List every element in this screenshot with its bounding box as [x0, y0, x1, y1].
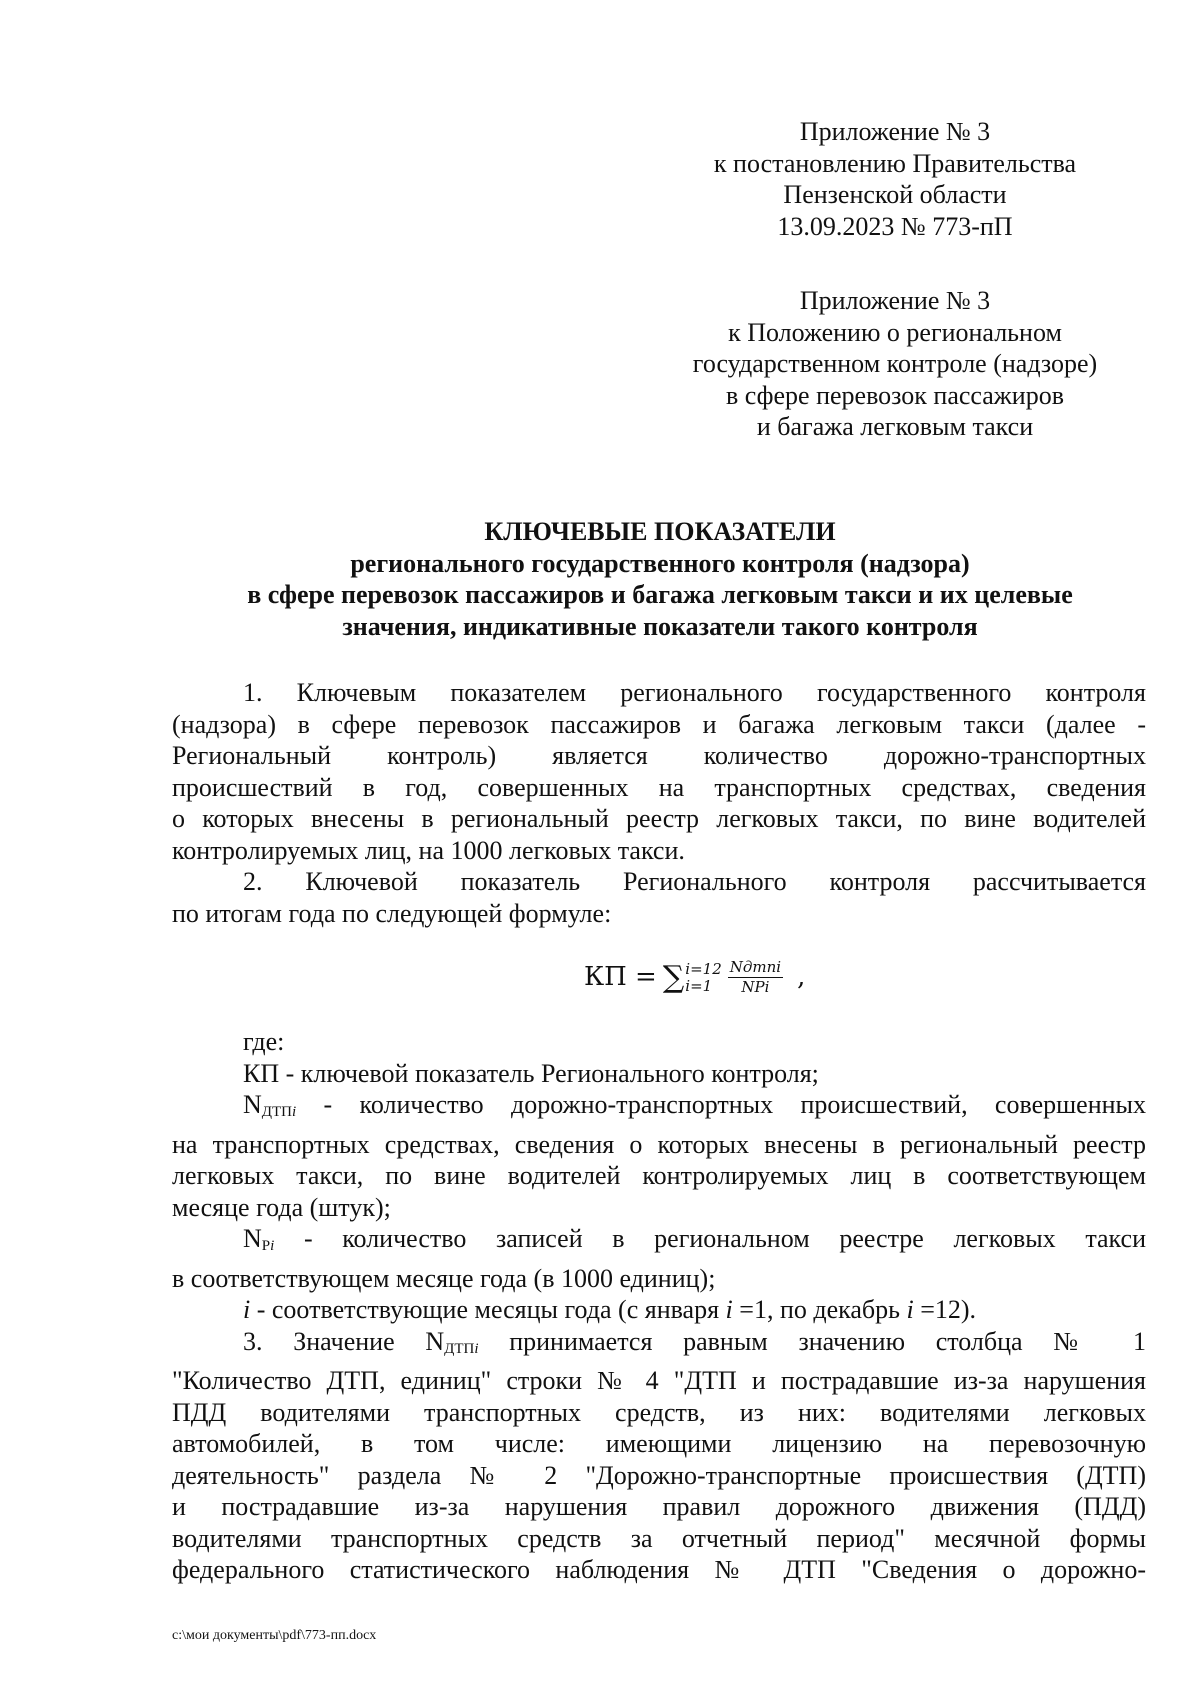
symbol-subscript: ДТП	[261, 1104, 293, 1120]
variable-i: i	[725, 1295, 733, 1324]
sum-lower-limit: i=1	[685, 976, 713, 995]
body-section-1	[172, 677, 1146, 929]
title-line: в сфере перевозок пассажиров и багажа легковым такси и их целевые	[247, 580, 1073, 609]
paragraph-1-line: происшествий в год, совершенных на транспортных средствах, сведения	[172, 772, 1146, 802]
paragraph-1-line: о которых внесены в региональный реестр легковых такси, по вине водителей	[172, 804, 1146, 833]
file-path-footer: c:\мои документы\pdf\773-пп.docx	[172, 1628, 377, 1643]
title-line: регионального государственного контроля (надзора)	[350, 548, 970, 578]
paragraph-3-start: 3. Значение	[243, 1326, 426, 1356]
document-title	[172, 516, 1148, 642]
definition-text: - количество дорожно-транспортных происшествий, совершенных	[296, 1090, 1146, 1119]
title-line: КЛЮЧЕВЫЕ ПОКАЗАТЕЛИ	[484, 517, 836, 546]
sigma-symbol: ∑	[662, 959, 685, 995]
body-section-2	[172, 1026, 1146, 1586]
fraction-denominator: NPi	[741, 978, 770, 996]
paragraph-3-line: водителями транспортных средств за отчетный период" месячной формы	[172, 1523, 1146, 1553]
paragraph-2-line: 2. Ключевой показатель Регионального контроля рассчитывается	[243, 867, 1146, 896]
variable-i: i	[243, 1295, 251, 1324]
appendix-line: Пензенской области	[783, 180, 1007, 209]
where-label: где:	[243, 1027, 285, 1056]
formula-fraction	[728, 958, 783, 997]
fraction-numerator: Nдтпi	[729, 958, 782, 976]
appendix-header-decree	[655, 116, 1135, 242]
definition-text: - соответствующие месяцы года (с января	[250, 1295, 726, 1324]
paragraph-1-line: Региональный контроль) является количество дорожно-транспортных	[172, 741, 1146, 770]
definition-text: - количество записей в региональном реестре легковых такси	[274, 1224, 1146, 1253]
symbol-n: N	[243, 1090, 262, 1119]
paragraph-3-line: автомобилей, в том числе: имеющими лицензию на перевозочную	[172, 1429, 1146, 1458]
appendix-line: к Положению о региональном	[728, 317, 1062, 347]
paragraph-3-line: федерального статистического наблюдения № ДТП "Сведения о дорожно-	[172, 1555, 1146, 1584]
appendix-line: в сфере перевозок пассажиров	[726, 380, 1064, 410]
sum-limits	[685, 961, 721, 995]
appendix-line: Приложение № 3	[799, 117, 991, 146]
appendix-line: Приложение № 3	[799, 286, 991, 315]
paragraph-3-line	[172, 1326, 1146, 1366]
paragraph-3-line: и пострадавшие из-за нарушения правил дорожного движения (ПДД)	[172, 1492, 1146, 1521]
symbol-n: N	[243, 1224, 262, 1253]
symbol-subscript-index: i	[474, 1340, 479, 1357]
appendix-line: и багажа легковым такси	[756, 412, 1034, 441]
paragraph-3-line: деятельность" раздела № 2 "Дорожно-транспортные происшествия (ДТП)	[172, 1460, 1146, 1490]
symbol-subscript-index: i	[270, 1238, 275, 1254]
paragraph-3-line: "Количество ДТП, единиц" строки № 4 "ДТП и пострадавшие из-за нарушения	[172, 1366, 1146, 1395]
definition-i	[172, 1294, 1146, 1326]
symbol-n: N	[425, 1326, 445, 1356]
paragraph-1-line: контролируемых лиц, на 1000 легковых такси.	[172, 835, 685, 865]
paragraph-3-text: принимается равным значению столбца № 1	[478, 1326, 1146, 1356]
paragraph-2-line: по итогам года по следующей формуле:	[172, 898, 612, 928]
symbol-subscript: ДТП	[444, 1340, 475, 1357]
definition-ndtp-line: на транспортных средствах, сведения о которых внесены в региональный реестр	[172, 1129, 1146, 1159]
definition-text: =12).	[913, 1295, 977, 1324]
appendix-line: 13.09.2023 № 773-пП	[777, 211, 1013, 241]
paragraph-1-line: (надзора) в сфере перевозок пассажиров и багажа легковым такси (далее -	[172, 709, 1146, 739]
variable-i: i	[906, 1295, 914, 1324]
definition-ndtp	[172, 1089, 1146, 1129]
formula-comma: ,	[797, 961, 806, 992]
symbol-subscript-index: i	[292, 1104, 297, 1120]
definition-kp: КП - ключевой показатель Регионального контроля;	[243, 1058, 819, 1088]
formula-lhs: КП =	[584, 961, 657, 992]
paragraph-3-line: ПДД водителями транспортных средств, из них: водителями легковых	[172, 1397, 1146, 1427]
definition-np-line: в соответствующем месяце года (в 1000 единиц);	[172, 1263, 716, 1293]
definition-ndtp-line: месяце года (штук);	[172, 1192, 391, 1222]
appendix-line: к постановлению Правительства	[713, 148, 1077, 178]
appendix-line: государственном контроле (надзоре)	[692, 349, 1098, 378]
title-line: значения, индикативные показатели такого контроля	[342, 611, 978, 641]
formula-kp	[584, 958, 805, 997]
symbol-subscript: P	[261, 1238, 271, 1254]
sum-upper-limit: i=12	[685, 959, 722, 978]
definition-text: =1, по декабрь	[732, 1295, 907, 1324]
paragraph-1-line: 1. Ключевым показателем регионального государственного контроля	[243, 678, 1146, 707]
definition-ndtp-line: легковых такси, по вине водителей контролируемых лиц в соответствующем	[172, 1161, 1146, 1190]
definition-np	[172, 1223, 1146, 1263]
appendix-header-regulation	[655, 285, 1135, 443]
